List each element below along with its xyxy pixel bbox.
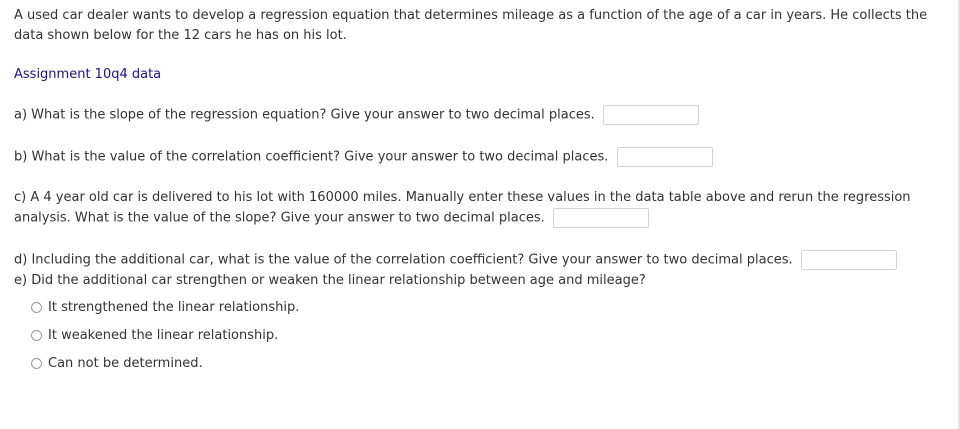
question-c-text-line-1: c) A 4 year old car is delivered to his lot with 160000 miles. Manually enter these values in the data table above and rerun the regression xyxy=(14,190,911,205)
question-e-text: e) Did the additional car strengthen or weaken the linear relationship between age and mileage? xyxy=(14,273,646,288)
question-e-options xyxy=(14,293,944,377)
answer-d-input[interactable] xyxy=(801,250,897,270)
option-weakened[interactable] xyxy=(14,321,944,349)
question-content xyxy=(14,6,944,377)
question-d xyxy=(14,250,944,271)
option-label: It strengthened the linear relationship. xyxy=(48,299,300,315)
answer-c-input[interactable] xyxy=(553,208,649,228)
question-e xyxy=(14,271,944,291)
radio-button[interactable] xyxy=(31,358,42,369)
problem-intro xyxy=(14,6,944,46)
assignment-data-link[interactable]: Assignment 10q4 data xyxy=(14,67,162,82)
question-a xyxy=(14,105,944,126)
option-label: It weakened the linear relationship. xyxy=(48,327,279,343)
answer-b-input[interactable] xyxy=(617,147,713,167)
question-c xyxy=(14,188,944,229)
option-label: Can not be determined. xyxy=(48,355,203,371)
option-strengthened[interactable] xyxy=(14,293,944,321)
option-cannot-determine[interactable] xyxy=(14,349,944,377)
question-c-text-line-2: analysis. What is the value of the slope? Give your answer to two decimal places. xyxy=(14,210,545,226)
question-a-text: a) What is the slope of the regression equation? Give your answer to two decimal places. xyxy=(14,107,595,123)
radio-button[interactable] xyxy=(31,302,42,313)
question-b xyxy=(14,147,944,168)
radio-button[interactable] xyxy=(31,330,42,341)
answer-a-input[interactable] xyxy=(603,105,699,125)
question-d-text: d) Including the additional car, what is the value of the correlation coefficient? Give your answer to two decimal places. xyxy=(14,252,793,267)
question-b-text: b) What is the value of the correlation coefficient? Give your answer to two decimal places. xyxy=(14,149,609,164)
problem-intro-line-1: A used car dealer wants to develop a regression equation that determines mileage as a function of the age of a car in years. He collects the xyxy=(14,8,928,23)
problem-intro-line-2: data shown below for the 12 cars he has on his lot. xyxy=(14,28,347,43)
